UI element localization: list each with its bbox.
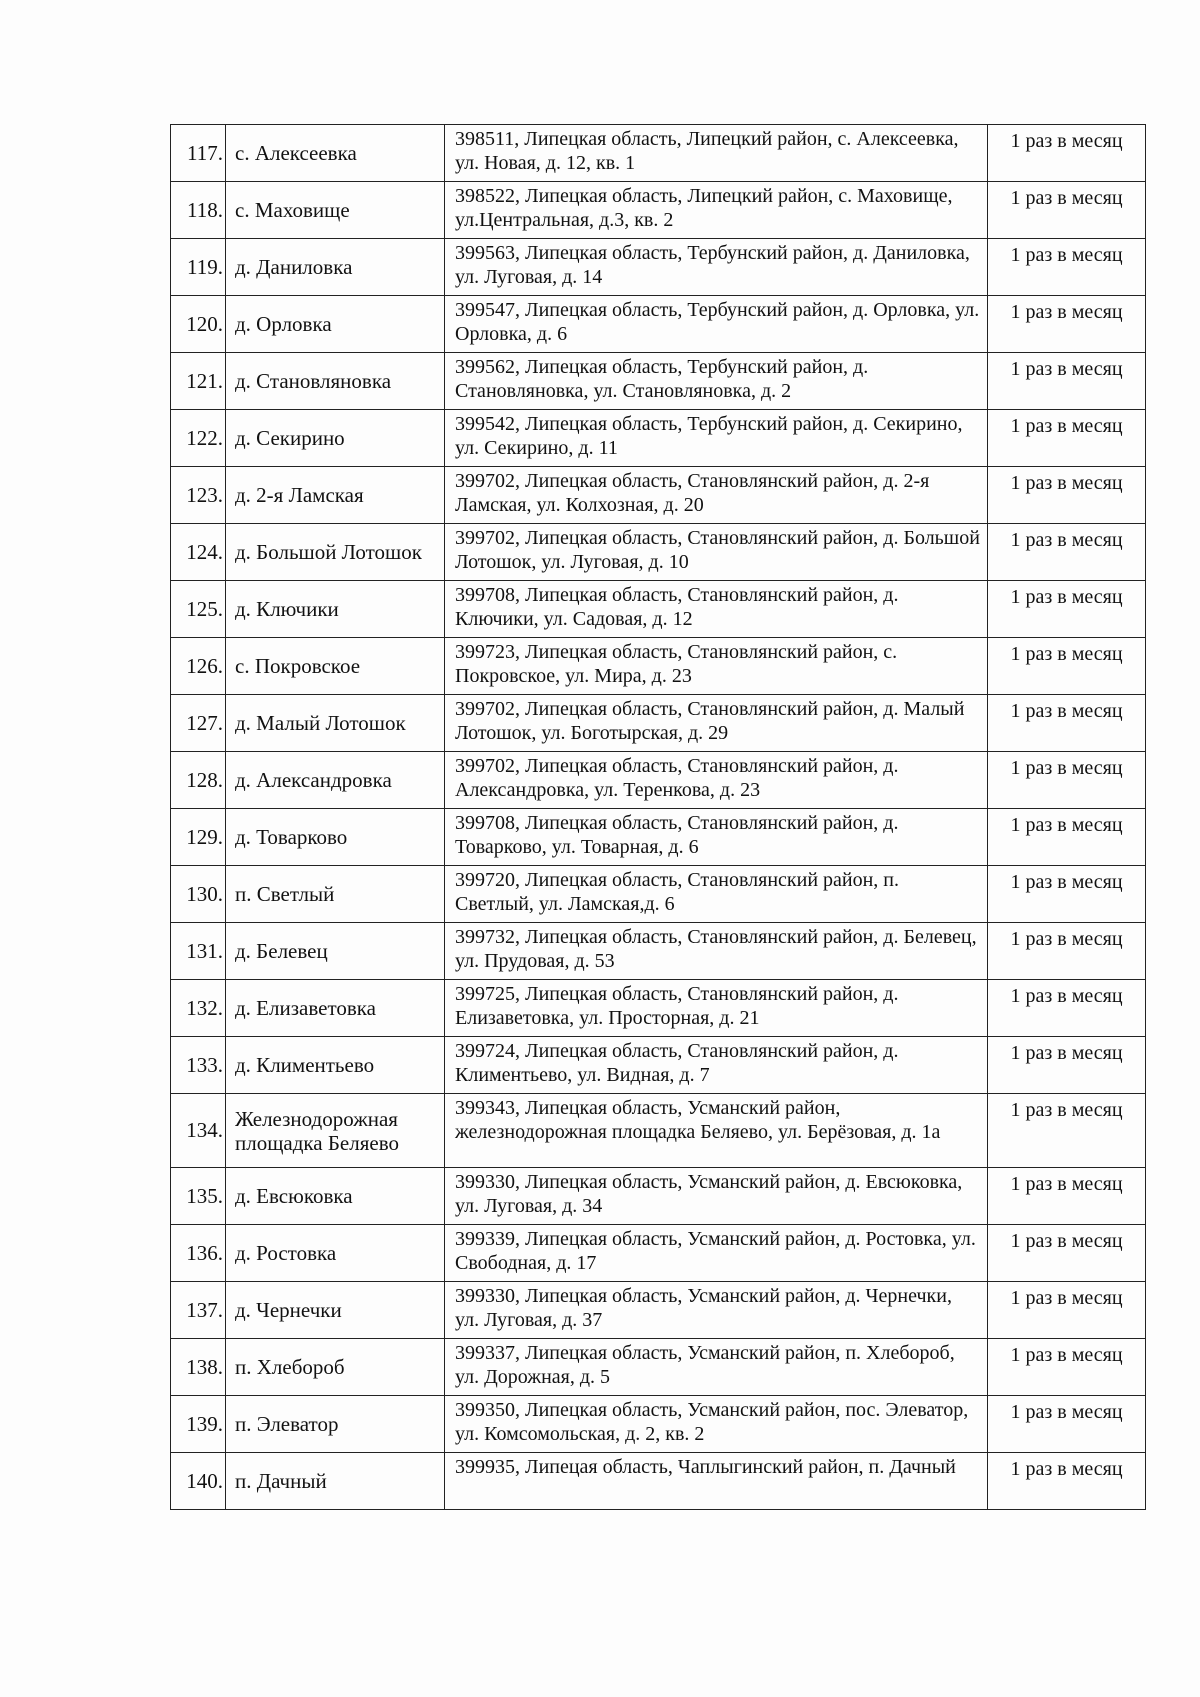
address-cell: 399563, Липецкая область, Тербунский район, д. Даниловка, ул. Луговая, д. 14 [445,239,988,296]
frequency-cell: 1 раз в месяц [988,695,1146,752]
table-row [171,980,1146,1037]
frequency-cell: 1 раз в месяц [988,1339,1146,1396]
row-number-cell: 117. [171,125,226,182]
frequency-cell: 1 раз в месяц [988,182,1146,239]
table-row [171,809,1146,866]
row-number-cell: 123. [171,467,226,524]
row-number-cell: 137. [171,1282,226,1339]
frequency-cell: 1 раз в месяц [988,467,1146,524]
frequency-cell: 1 раз в месяц [988,638,1146,695]
row-number-cell: 134. [171,1094,226,1168]
address-cell: 399562, Липецкая область, Тербунский район, д. Становляновка, ул. Становляновка, д. 2 [445,353,988,410]
settlement-name-cell: Железнодорожная площадка Беляево [226,1094,445,1168]
table-row [171,1094,1146,1168]
address-cell: 398522, Липецкая область, Липецкий район, с. Маховище, ул.Центральная, д.3, кв. 2 [445,182,988,239]
settlement-name-cell: д. Ростовка [226,1225,445,1282]
table-row [171,581,1146,638]
settlement-name-cell: д. Чернечки [226,1282,445,1339]
frequency-cell: 1 раз в месяц [988,1168,1146,1225]
row-number-cell: 128. [171,752,226,809]
address-cell: 399339, Липецкая область, Усманский район, д. Ростовка, ул. Свободная, д. 17 [445,1225,988,1282]
address-cell: 399330, Липецкая область, Усманский район, д. Чернечки, ул. Луговая, д. 37 [445,1282,988,1339]
row-number-cell: 118. [171,182,226,239]
frequency-cell: 1 раз в месяц [988,125,1146,182]
settlement-name-cell: п. Дачный [226,1453,445,1510]
frequency-cell: 1 раз в месяц [988,866,1146,923]
row-number-cell: 122. [171,410,226,467]
table-body [171,125,1146,1510]
frequency-cell: 1 раз в месяц [988,923,1146,980]
settlement-name-cell: с. Покровское [226,638,445,695]
settlement-name-cell: д. Малый Лотошок [226,695,445,752]
table-row [171,239,1146,296]
address-cell: 399330, Липецкая область, Усманский район, д. Евсюковка, ул. Луговая, д. 34 [445,1168,988,1225]
row-number-cell: 125. [171,581,226,638]
settlement-name-cell: д. Товарково [226,809,445,866]
frequency-cell: 1 раз в месяц [988,296,1146,353]
frequency-cell: 1 раз в месяц [988,410,1146,467]
row-number-cell: 133. [171,1037,226,1094]
settlement-name-cell: с. Маховище [226,182,445,239]
table-row [171,695,1146,752]
settlement-name-cell: д. Евсюковка [226,1168,445,1225]
frequency-cell: 1 раз в месяц [988,1453,1146,1510]
address-cell: 399350, Липецкая область, Усманский район, пос. Элеватор, ул. Комсомольская, д. 2, кв. 2 [445,1396,988,1453]
table-row [171,752,1146,809]
frequency-cell: 1 раз в месяц [988,353,1146,410]
settlement-name-cell: д. Климентьево [226,1037,445,1094]
frequency-cell: 1 раз в месяц [988,1094,1146,1168]
table-row [171,1225,1146,1282]
address-cell: 399702, Липецкая область, Становлянский район, д. Александровка, ул. Теренкова, д. 23 [445,752,988,809]
address-cell: 399935, Липецая область, Чаплыгинский район, п. Дачный [445,1453,988,1510]
frequency-cell: 1 раз в месяц [988,1396,1146,1453]
row-number-cell: 121. [171,353,226,410]
row-number-cell: 138. [171,1339,226,1396]
row-number-cell: 131. [171,923,226,980]
table-row [171,182,1146,239]
address-cell: 399702, Липецкая область, Становлянский район, д. Большой Лотошок, ул. Луговая, д. 10 [445,524,988,581]
address-cell: 399720, Липецкая область, Становлянский район, п. Светлый, ул. Ламская,д. 6 [445,866,988,923]
settlement-name-cell: п. Элеватор [226,1396,445,1453]
address-cell: 399724, Липецкая область, Становлянский район, д. Климентьево, ул. Видная, д. 7 [445,1037,988,1094]
table-row [171,296,1146,353]
table-row [171,1168,1146,1225]
table-row [171,1282,1146,1339]
frequency-cell: 1 раз в месяц [988,524,1146,581]
settlement-name-cell: д. Даниловка [226,239,445,296]
address-cell: 399708, Липецкая область, Становлянский район, д. Товарково, ул. Товарная, д. 6 [445,809,988,866]
table-row [171,410,1146,467]
settlement-name-cell: д. Елизаветовка [226,980,445,1037]
address-cell: 399723, Липецкая область, Становлянский район, с. Покровское, ул. Мира, д. 23 [445,638,988,695]
table-row [171,353,1146,410]
row-number-cell: 120. [171,296,226,353]
row-number-cell: 126. [171,638,226,695]
address-cell: 399343, Липецкая область, Усманский район, железнодорожная площадка Беляево, ул. Берёзовая, д. 1а [445,1094,988,1168]
table-row [171,1396,1146,1453]
settlement-name-cell: п. Светлый [226,866,445,923]
table-row [171,1037,1146,1094]
table-row [171,1453,1146,1510]
address-cell: 399725, Липецкая область, Становлянский район, д. Елизаветовка, ул. Просторная, д. 21 [445,980,988,1037]
settlement-name-cell: п. Хлебороб [226,1339,445,1396]
address-cell: 399542, Липецкая область, Тербунский район, д. Секирино, ул. Секирино, д. 11 [445,410,988,467]
settlement-name-cell: с. Алексеевка [226,125,445,182]
frequency-cell: 1 раз в месяц [988,581,1146,638]
address-cell: 398511, Липецкая область, Липецкий район, с. Алексеевка, ул. Новая, д. 12, кв. 1 [445,125,988,182]
row-number-cell: 140. [171,1453,226,1510]
table-row [171,1339,1146,1396]
row-number-cell: 124. [171,524,226,581]
frequency-cell: 1 раз в месяц [988,1037,1146,1094]
frequency-cell: 1 раз в месяц [988,980,1146,1037]
settlement-name-cell: д. Орловка [226,296,445,353]
settlement-name-cell: д. 2-я Ламская [226,467,445,524]
frequency-cell: 1 раз в месяц [988,239,1146,296]
table-row [171,524,1146,581]
address-cell: 399708, Липецкая область, Становлянский район, д. Ключики, ул. Садовая, д. 12 [445,581,988,638]
settlement-name-cell: д. Белевец [226,923,445,980]
table-row [171,638,1146,695]
address-cell: 399732, Липецкая область, Становлянский район, д. Белевец, ул. Прудовая, д. 53 [445,923,988,980]
table-row [171,866,1146,923]
table-row [171,467,1146,524]
address-cell: 399547, Липецкая область, Тербунский район, д. Орловка, ул. Орловка, д. 6 [445,296,988,353]
table-row [171,923,1146,980]
row-number-cell: 136. [171,1225,226,1282]
address-cell: 399337, Липецкая область, Усманский район, п. Хлебороб, ул. Дорожная, д. 5 [445,1339,988,1396]
row-number-cell: 119. [171,239,226,296]
locations-table [170,124,1146,1510]
row-number-cell: 139. [171,1396,226,1453]
settlement-name-cell: д. Становляновка [226,353,445,410]
row-number-cell: 129. [171,809,226,866]
frequency-cell: 1 раз в месяц [988,1282,1146,1339]
row-number-cell: 132. [171,980,226,1037]
address-cell: 399702, Липецкая область, Становлянский район, д. Малый Лотошок, ул. Боготырская, д. 29 [445,695,988,752]
frequency-cell: 1 раз в месяц [988,1225,1146,1282]
address-cell: 399702, Липецкая область, Становлянский район, д. 2-я Ламская, ул. Колхозная, д. 20 [445,467,988,524]
settlement-name-cell: д. Александровка [226,752,445,809]
frequency-cell: 1 раз в месяц [988,809,1146,866]
table-row [171,125,1146,182]
settlement-name-cell: д. Большой Лотошок [226,524,445,581]
frequency-cell: 1 раз в месяц [988,752,1146,809]
row-number-cell: 127. [171,695,226,752]
settlement-name-cell: д. Секирино [226,410,445,467]
row-number-cell: 130. [171,866,226,923]
settlement-name-cell: д. Ключики [226,581,445,638]
row-number-cell: 135. [171,1168,226,1225]
